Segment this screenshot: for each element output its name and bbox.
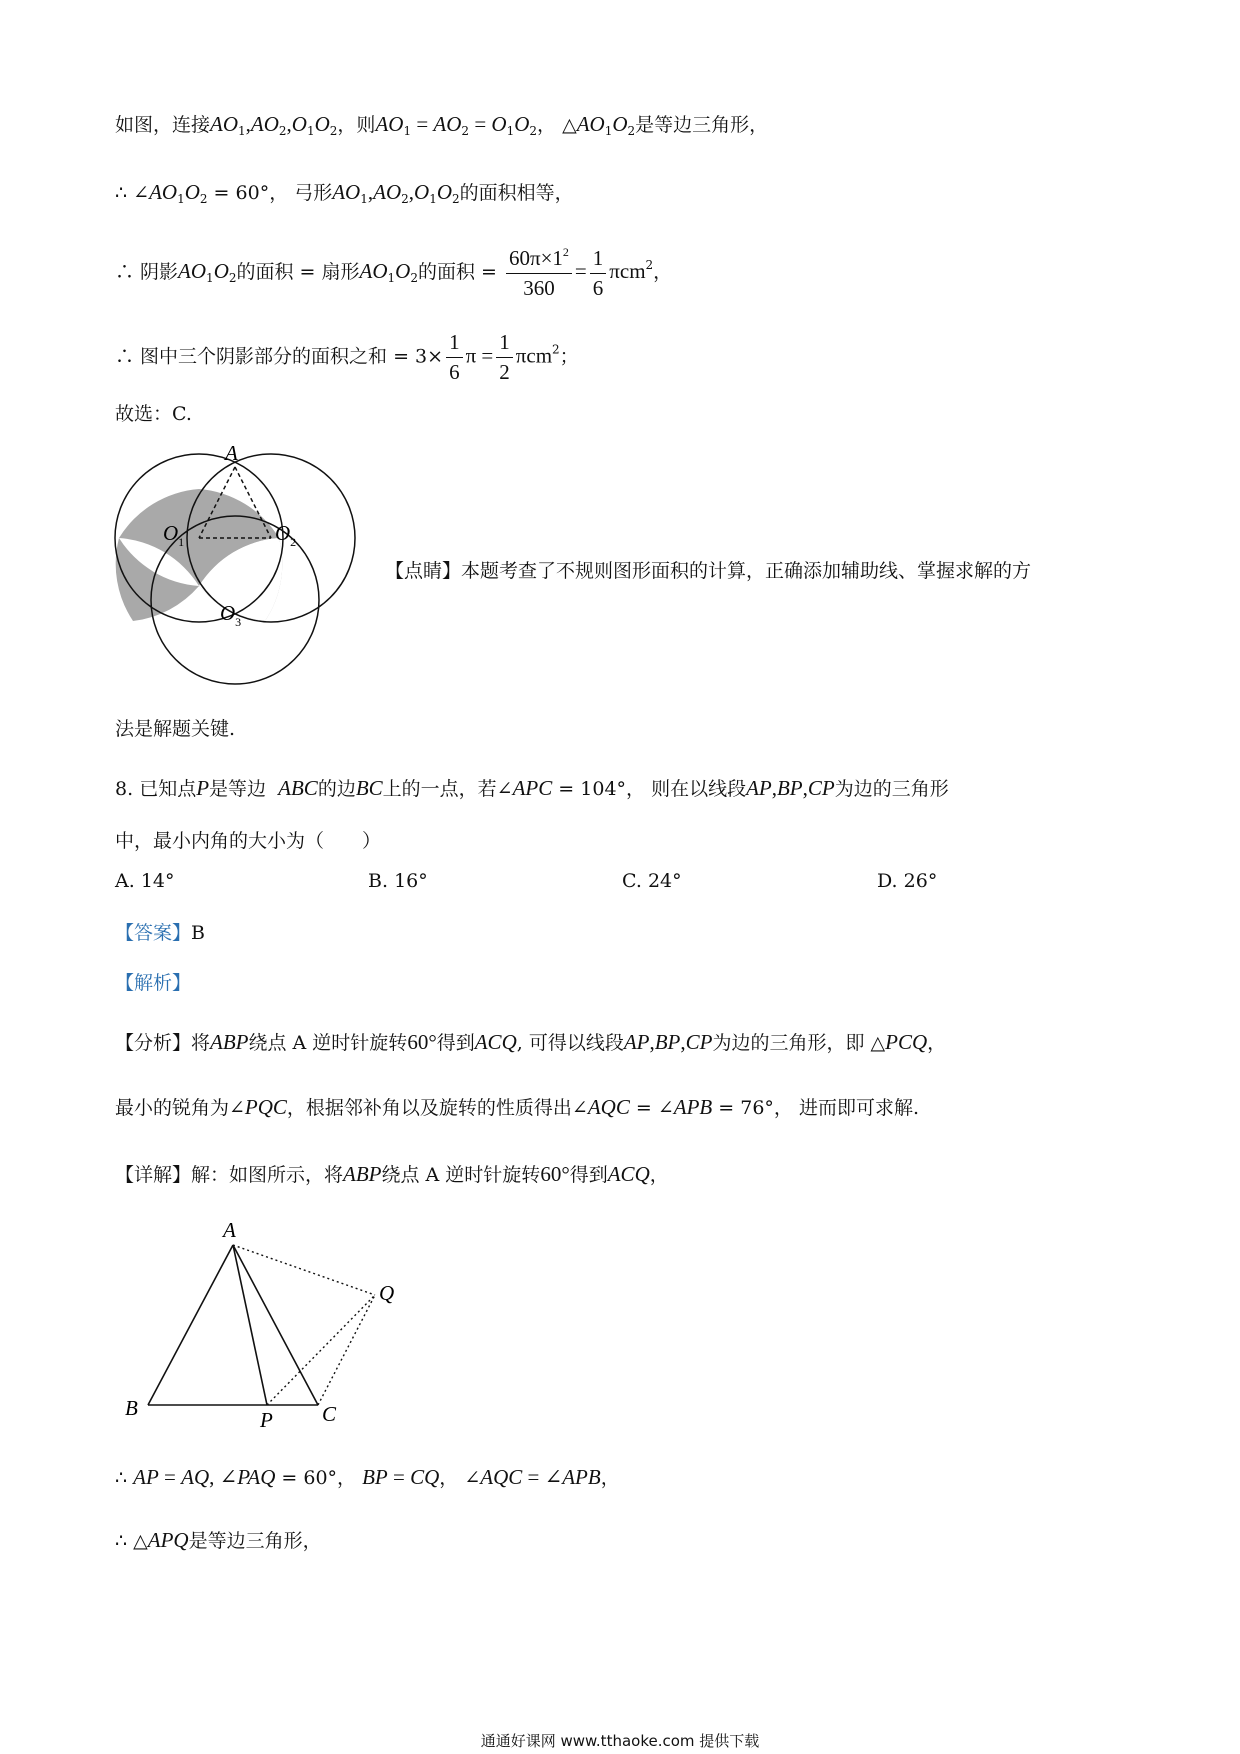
label-o2: $O_2$ <box>275 521 297 549</box>
analysis-heading: 【解析】 <box>115 972 192 994</box>
label-c: C <box>322 1402 337 1426</box>
solution-line-2: ∴ $\angle AO_1O_2 = 60^\circ$， 弓形$AO_1,AO_2,O_1O_2$的面积相等， <box>115 180 574 206</box>
solution-line-3: ∴ 阴影$AO_1O_2$的面积 = 扇形$AO_1O_2$的面积 = $\frac{60\pi\times 1^2}{360}$ = $\frac{1}{6}$ πcm$^2$， <box>115 245 673 301</box>
fraction: $\frac{1}{2}$ <box>496 330 513 385</box>
label-o1: $O_1$ <box>163 521 185 549</box>
fraction: $\frac{1}{6}$ <box>446 330 463 385</box>
side-ab <box>148 1245 233 1405</box>
question-8-line-2: 中，最小内角的大小为（ ） <box>115 830 382 852</box>
side-ac <box>233 1245 318 1405</box>
fraction: $\frac{1}{6}$ <box>590 246 607 301</box>
dotted-pq <box>267 1295 375 1405</box>
choice-c: C. 24° <box>622 870 682 892</box>
page-footer: 通通好课网 www.tthaoke.com 提供下载 <box>480 1732 760 1750</box>
solution-line-5: 故选：C. <box>115 403 192 425</box>
label-q: Q <box>379 1281 395 1305</box>
xiangjie-line: 【详解】解：如图所示，将ABP绕点 A 逆时针旋转60°得到ACQ， <box>115 1162 669 1186</box>
label-o3: $O_3$ <box>220 601 242 629</box>
fraction: $\frac{60\pi\times 1^2}{360}$ <box>506 245 572 301</box>
segment-ap <box>233 1245 267 1405</box>
choice-b: B. 16° <box>368 870 428 892</box>
dianjing-line-2: 法是解题关键. <box>115 718 236 740</box>
choice-a: A. 14° <box>115 870 175 892</box>
choice-d: D. 26° <box>877 870 938 892</box>
three-circles-figure <box>105 440 375 705</box>
solution-line-4: ∴ 图中三个阴影部分的面积之和 = 3× $\frac{1}{6}$ π = $\frac{1}{2}$ πcm$^2$； <box>115 330 579 385</box>
label-p: P <box>260 1408 273 1430</box>
dianjing-line-1: 【点睛】本题考查了不规则图形面积的计算，正确添加辅助线、掌握求解的方 <box>385 560 1032 582</box>
dotted-cq <box>318 1295 375 1405</box>
triangle-figure <box>115 1215 415 1430</box>
fenxi-line-2: 最小的锐角为∠PQC，根据邻补角以及旋转的性质得出∠AQC = ∠APB = 76°， 进而即可求解. <box>115 1095 920 1119</box>
question-8-line-1: 8. 已知点P是等边 ABC的边BC上的一点，若∠APC = 104°， 则在以线段AP,BP,CP为边的三角形 <box>115 776 949 800</box>
dotted-aq <box>233 1245 375 1295</box>
label-b: B <box>125 1396 138 1420</box>
conclusion-line-1: ∴ AP = AQ, ∠PAQ = 60°， BP = CQ， ∠AQC = ∠APB， <box>115 1465 620 1489</box>
label-a: A <box>223 1218 236 1242</box>
conclusion-line-2: ∴ △APQ是等边三角形， <box>115 1528 322 1552</box>
solution-line-1: 如图，连接$AO_1,AO_2,O_1O_2$，则$AO_1 = AO_2 = O_1O_2$， $\triangle AO_1O_2$是等边三角形， <box>115 112 769 138</box>
fenxi-line-1: 【分析】将ABP绕点 A 逆时针旋转60°得到ACQ, 可得以线段AP,BP,CP为边的三角形，即 △PCQ， <box>115 1030 947 1054</box>
label-a: A <box>225 441 238 465</box>
answer-line: 【答案】B <box>115 922 205 944</box>
